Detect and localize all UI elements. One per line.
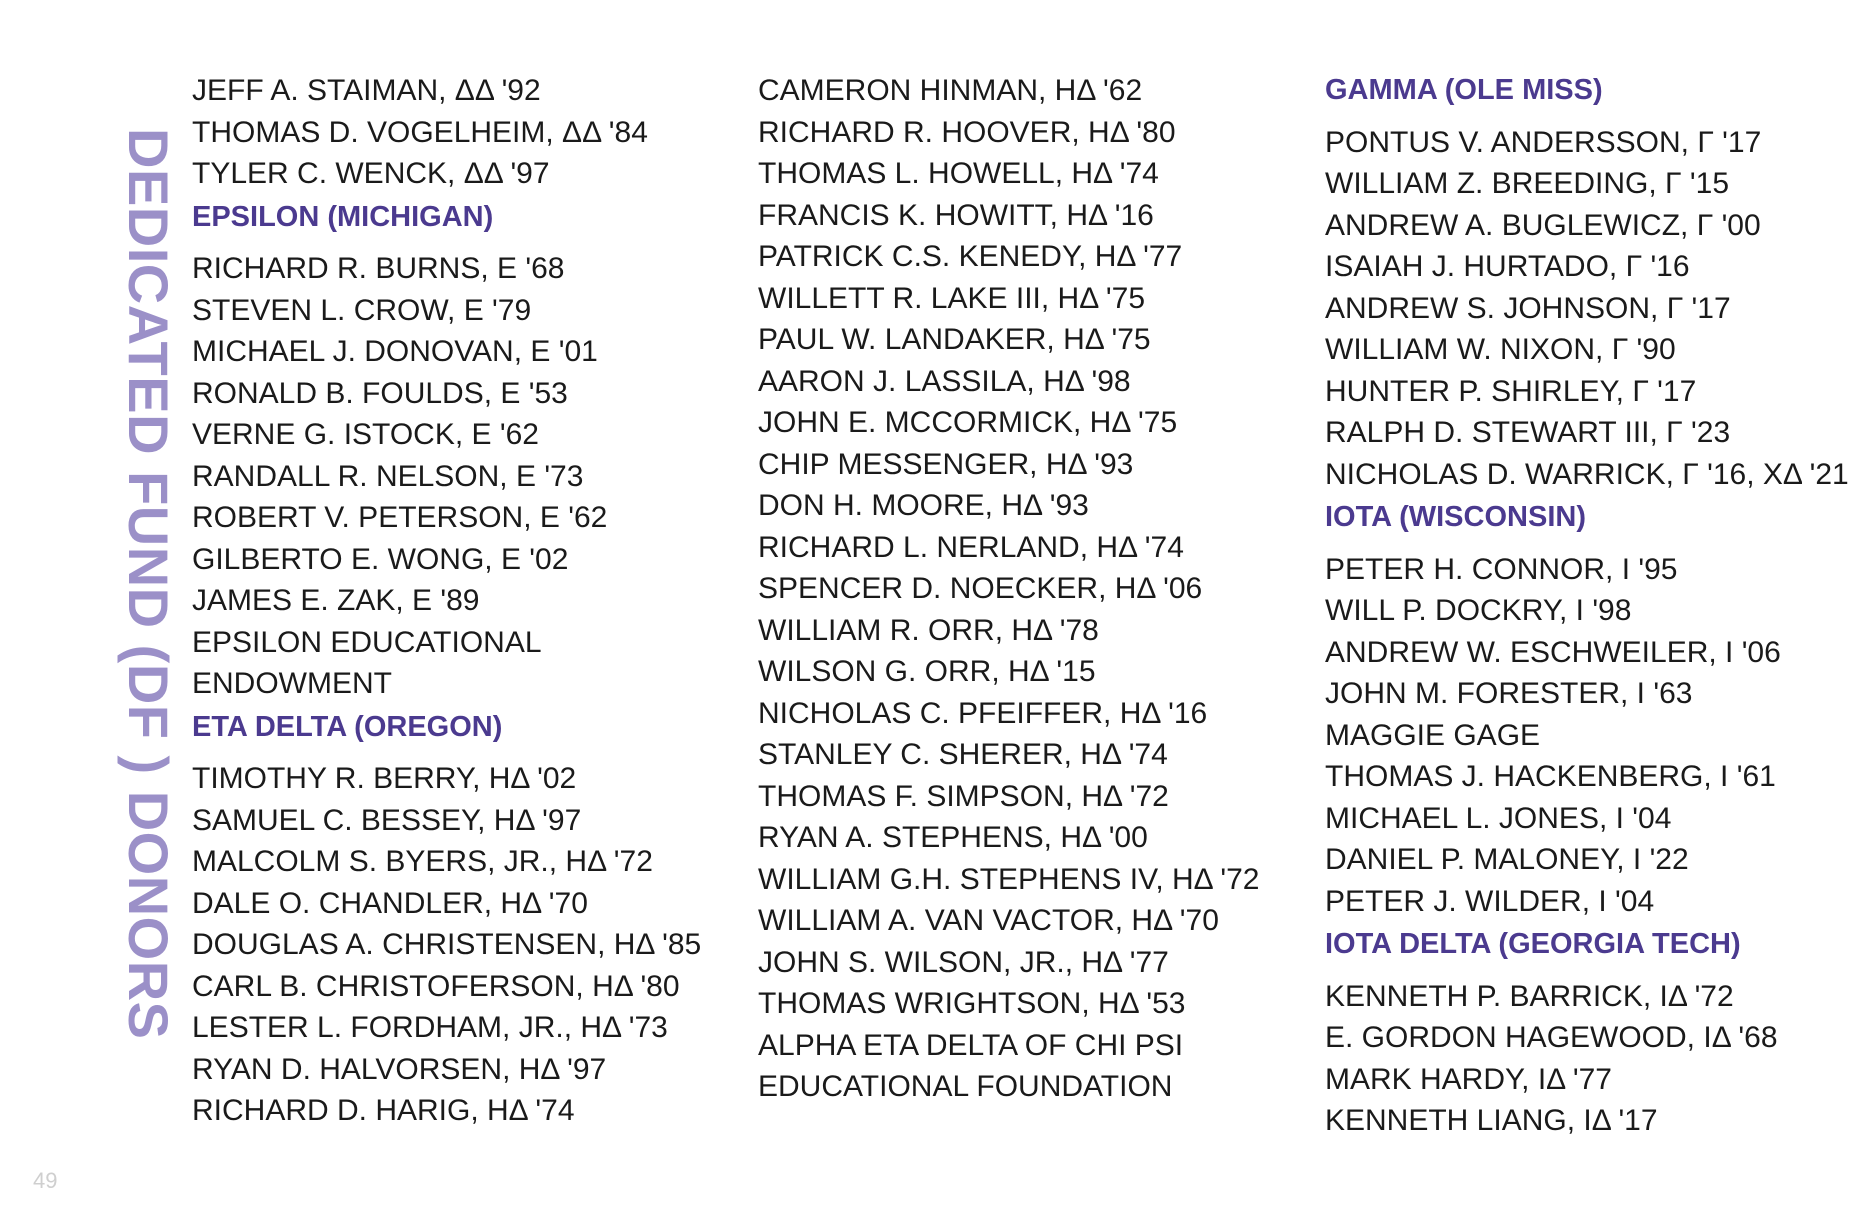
donor-name: DALE O. CHANDLER, HΔ '70 <box>192 886 588 920</box>
donor-name: STEVEN L. CROW, E '79 <box>192 293 532 327</box>
donor-name: LESTER L. FORDHAM, JR., HΔ '73 <box>192 1011 668 1044</box>
donor-name: THOMAS D. VOGELHEIM, ΔΔ '84 <box>192 115 648 149</box>
page-number: 49 <box>33 1168 58 1193</box>
donor-name: JAMES E. ZAK, E '89 <box>192 584 480 617</box>
donor-name: GILBERTO E. WONG, E '02 <box>192 542 569 576</box>
donor-name: WILLETT R. LAKE III, HΔ '75 <box>758 281 1146 315</box>
donor-name: DANIEL P. MALONEY, I '22 <box>1325 843 1689 876</box>
donor-name: WILLIAM Z. BREEDING, Γ '15 <box>1325 167 1730 200</box>
donor-name: ANDREW A. BUGLEWICZ, Γ '00 <box>1325 208 1761 242</box>
donor-name: RALPH D. STEWART III, Γ '23 <box>1325 416 1731 449</box>
donor-name: DOUGLAS A. CHRISTENSEN, HΔ '85 <box>192 928 702 961</box>
donor-name: ANDREW W. ESCHWEILER, I '06 <box>1325 635 1781 669</box>
donor-name: PAUL W. LANDAKER, HΔ '75 <box>758 323 1151 356</box>
chapter-heading: IOTA DELTA (GEORGIA TECH) <box>1325 928 1741 960</box>
donor-name: JOHN S. WILSON, JR., HΔ '77 <box>758 945 1169 979</box>
donor-name: SAMUEL C. BESSEY, HΔ '97 <box>192 803 582 837</box>
donor-name: THOMAS L. HOWELL, HΔ '74 <box>758 157 1159 190</box>
donor-name: MICHAEL J. DONOVAN, E '01 <box>192 335 598 368</box>
donor-name: THOMAS J. HACKENBERG, I '61 <box>1325 760 1776 793</box>
chapter-heading: EPSILON (MICHIGAN) <box>192 200 494 233</box>
donor-name: VERNE G. ISTOCK, E '62 <box>192 418 539 451</box>
chapter-section <box>192 197 722 705</box>
donor-name: CHIP MESSENGER, HΔ '93 <box>758 447 1134 481</box>
donor-name: RICHARD D. HARIG, HΔ '74 <box>192 1094 575 1127</box>
donor-name: THOMAS WRIGHTSON, HΔ '53 <box>758 987 1186 1020</box>
donor-name: THOMAS F. SIMPSON, HΔ '72 <box>758 779 1169 813</box>
chapter-section <box>758 70 1318 1108</box>
donor-name: E. GORDON HAGEWOOD, IΔ '68 <box>1325 1021 1778 1054</box>
donor-name: AARON J. LASSILA, HΔ '98 <box>758 364 1131 398</box>
donor-name: MARK HARDY, IΔ '77 <box>1325 1062 1612 1096</box>
donor-name: KENNETH P. BARRICK, IΔ '72 <box>1325 979 1734 1013</box>
donor-name: EPSILON EDUCATIONAL <box>192 625 542 659</box>
donor-name: RYAN A. STEPHENS, HΔ '00 <box>758 821 1148 854</box>
donor-name: PETER J. WILDER, I '04 <box>1325 884 1655 918</box>
donor-name: WILLIAM G.H. STEPHENS IV, HΔ '72 <box>758 862 1260 896</box>
donor-name: FRANCIS K. HOWITT, HΔ '16 <box>758 198 1154 232</box>
donor-name: RICHARD L. NERLAND, HΔ '74 <box>758 530 1184 564</box>
donor-name: STANLEY C. SHERER, HΔ '74 <box>758 738 1168 771</box>
donor-name: RICHARD R. BURNS, E '68 <box>192 252 565 285</box>
donor-name: JOHN M. FORESTER, I '63 <box>1325 677 1693 710</box>
donor-name: TYLER C. WENCK, ΔΔ '97 <box>192 157 550 190</box>
donor-name: RANDALL R. NELSON, E '73 <box>192 459 584 493</box>
donor-name: ENDOWMENT <box>192 667 392 700</box>
chapter-heading: IOTA (WISCONSIN) <box>1325 501 1586 533</box>
chapter-section <box>1325 497 1870 922</box>
donor-column-1 <box>192 70 722 1132</box>
donor-name: EDUCATIONAL FOUNDATION <box>758 1070 1173 1103</box>
donor-name: JOHN E. MCCORMICK, HΔ '75 <box>758 406 1178 439</box>
chapter-heading: ETA DELTA (OREGON) <box>192 710 503 743</box>
donor-name: MALCOLM S. BYERS, JR., HΔ '72 <box>192 845 653 878</box>
donor-name: JEFF A. STAIMAN, ΔΔ '92 <box>192 74 541 107</box>
chapter-heading: GAMMA (OLE MISS) <box>1325 74 1603 106</box>
chapter-section <box>1325 70 1870 495</box>
donor-name: PONTUS V. ANDERSSON, Γ '17 <box>1325 125 1762 159</box>
donor-name: DON H. MOORE, HΔ '93 <box>758 489 1089 522</box>
donor-name: PETER H. CONNOR, I '95 <box>1325 552 1678 586</box>
donor-name: CAMERON HINMAN, HΔ '62 <box>758 74 1143 107</box>
donor-name: PATRICK C.S. KENEDY, HΔ '77 <box>758 240 1183 273</box>
side-title: DEDICATED FUND (DF ) DONORS <box>117 128 180 1040</box>
donor-name: SPENCER D. NOECKER, HΔ '06 <box>758 572 1203 605</box>
donor-name: WILL P. DOCKRY, I '98 <box>1325 594 1632 627</box>
donor-column-3 <box>1325 70 1870 1142</box>
donor-name: TIMOTHY R. BERRY, HΔ '02 <box>192 762 577 795</box>
donor-name: RICHARD R. HOOVER, HΔ '80 <box>758 115 1176 149</box>
donor-name: NICHOLAS C. PFEIFFER, HΔ '16 <box>758 696 1208 730</box>
donor-name: WILLIAM A. VAN VACTOR, HΔ '70 <box>758 904 1219 937</box>
donor-name: CARL B. CHRISTOFERSON, HΔ '80 <box>192 969 680 1003</box>
donor-name: RONALD B. FOULDS, E '53 <box>192 376 568 410</box>
donor-name: MICHAEL L. JONES, I '04 <box>1325 801 1672 835</box>
chapter-section <box>192 707 722 1132</box>
donor-name: KENNETH LIANG, IΔ '17 <box>1325 1104 1658 1137</box>
donor-name: NICHOLAS D. WARRICK, Γ '16, XΔ '21 <box>1325 457 1849 491</box>
donor-name: ISAIAH J. HURTADO, Γ '16 <box>1325 250 1690 283</box>
donor-name: HUNTER P. SHIRLEY, Γ '17 <box>1325 374 1697 408</box>
donor-column-2 <box>758 70 1318 1108</box>
donor-name: ALPHA ETA DELTA OF CHI PSI <box>758 1028 1184 1062</box>
donor-name: RYAN D. HALVORSEN, HΔ '97 <box>192 1052 607 1086</box>
donor-name: MAGGIE GAGE <box>1325 718 1541 752</box>
donor-name: WILSON G. ORR, HΔ '15 <box>758 655 1096 688</box>
chapter-section <box>192 70 722 195</box>
donor-name: ANDREW S. JOHNSON, Γ '17 <box>1325 291 1731 325</box>
donor-name: WILLIAM W. NIXON, Γ '90 <box>1325 333 1676 366</box>
chapter-section <box>1325 924 1870 1142</box>
donor-name: WILLIAM R. ORR, HΔ '78 <box>758 613 1099 647</box>
donor-name: ROBERT V. PETERSON, E '62 <box>192 501 608 534</box>
